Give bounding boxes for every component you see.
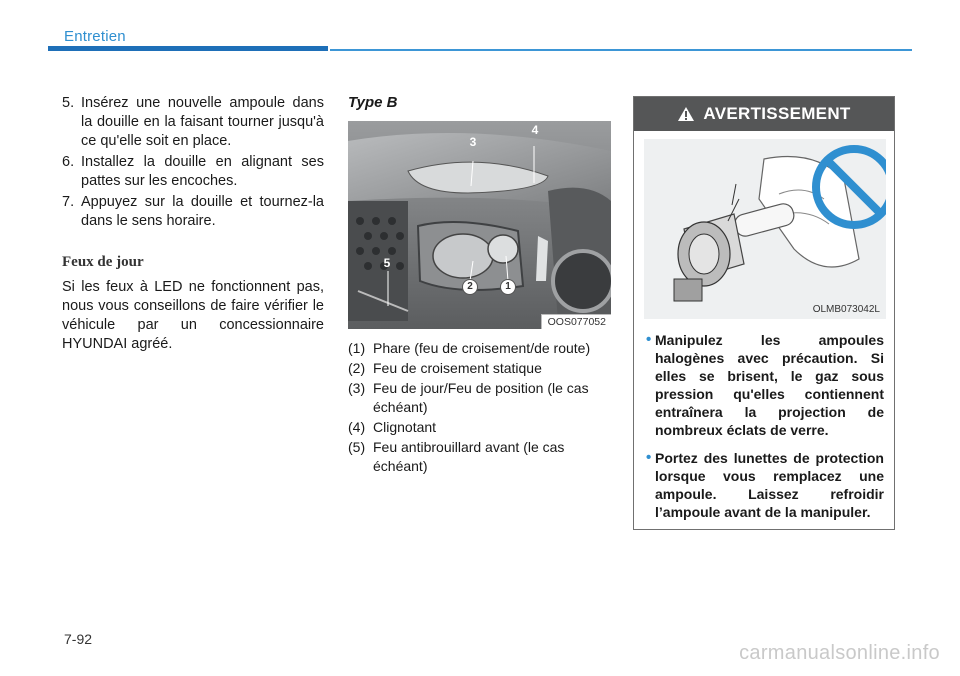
step-number: 6. — [62, 154, 75, 170]
item-number: (3) — [348, 380, 366, 396]
drl-paragraph: Si les feux à LED ne fonctionnent pas, nous vous conseillons de faire vérifier le véhicule par un concessionnaire HYUNDAI agréé. — [62, 279, 324, 352]
list-item — [348, 339, 613, 358]
warning-header — [634, 97, 894, 131]
warning-text: Portez des lunettes de protection lorsque vous remplacez une ampoule. Laissez refroidir l’ampoule avant de la manipuler. — [655, 450, 884, 520]
warning-item — [646, 331, 884, 439]
warning-figure-code: OLMB073042L — [812, 304, 880, 315]
drl-heading: Feux de jour — [62, 254, 144, 270]
item-number: (4) — [348, 419, 366, 435]
item-number: (2) — [348, 360, 366, 376]
step-text: Insérez une nouvelle ampoule dans la douille en la faisant tourner jusqu'à ce qu'elle soit en place. — [81, 95, 324, 149]
item-number: (5) — [348, 439, 366, 455]
step-7 — [62, 193, 324, 231]
list-item — [348, 418, 613, 437]
header-rule-thin — [330, 49, 912, 51]
bullet-icon: • — [646, 331, 652, 348]
bulb-warning-figure — [644, 139, 886, 319]
list-item — [348, 359, 613, 378]
page-number: 7-92 — [64, 631, 93, 647]
step-number: 7. — [62, 194, 75, 210]
item-text: Feu de jour/Feu de position (le cas échéant) — [373, 380, 589, 415]
left-column — [62, 94, 324, 354]
warning-list — [646, 331, 884, 521]
middle-column — [348, 94, 613, 477]
callout-3: 3 — [469, 135, 477, 149]
item-text: Feu de croisement statique — [373, 360, 542, 376]
headlamp-figure — [348, 121, 611, 329]
car-front-illustration — [348, 121, 611, 329]
warning-triangle-icon — [677, 106, 695, 122]
hand-holding-bulb-illustration — [644, 139, 886, 319]
list-item — [348, 379, 613, 417]
watermark: carmanualsonline.info — [739, 642, 940, 664]
item-number: (1) — [348, 340, 366, 356]
item-text: Feu antibrouillard avant (le cas échéant) — [373, 439, 565, 474]
list-item — [348, 438, 613, 476]
warning-item — [646, 449, 884, 521]
step-5 — [62, 94, 324, 151]
step-6 — [62, 153, 324, 191]
component-list — [348, 339, 613, 476]
section-title: Entretien — [64, 28, 126, 45]
callout-2: 2 — [462, 279, 478, 295]
bullet-icon: • — [646, 449, 652, 466]
callout-4: 4 — [531, 123, 539, 137]
step-text: Appuyez sur la douille et tournez-la dans le sens horaire. — [81, 194, 324, 229]
callout-1: 1 — [500, 279, 516, 295]
type-b-title: Type B — [348, 94, 398, 111]
figure-code: OOS077052 — [541, 314, 611, 329]
callout-5: 5 — [383, 256, 391, 270]
step-text: Installez la douille en alignant ses pattes sur les encoches. — [81, 154, 324, 189]
warning-text: Manipulez les ampoules halogènes avec précaution. Si elles se brisent, le gaz sous pression qu'elles contiennent entraînera la projection de nombreux éclats de verre. — [655, 332, 884, 438]
header-rule-thick — [48, 46, 328, 51]
item-text: Clignotant — [373, 419, 437, 435]
item-text: Phare (feu de croisement/de route) — [373, 340, 591, 356]
warning-box — [633, 96, 895, 530]
warning-title: AVERTISSEMENT — [703, 104, 851, 123]
step-number: 5. — [62, 95, 75, 111]
